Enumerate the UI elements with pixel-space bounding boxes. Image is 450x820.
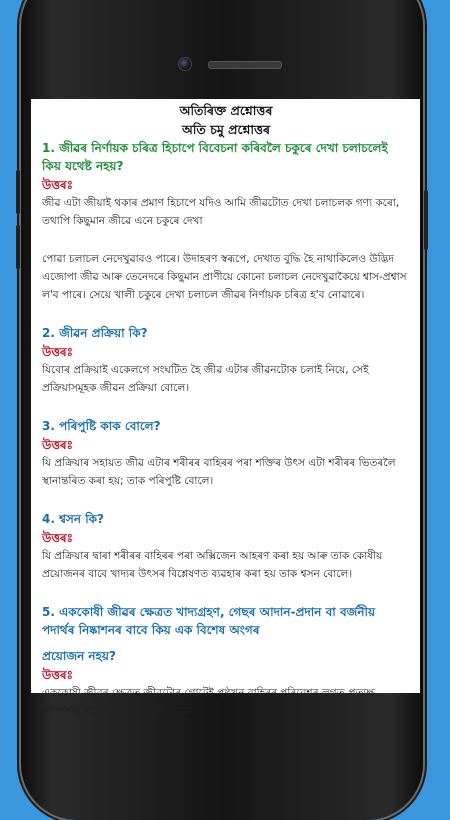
volume-button <box>16 225 20 269</box>
volume-button <box>16 170 20 214</box>
answer-4: যি প্ৰক্ৰিয়াৰ দ্বাৰা শৰীৰৰ বাহিৰৰ পৰা অক্সিজেন আহৰণ কৰা হয় আৰু তাক কোষীয় প্ৰয়োজনৰ বাবে খাদ্যৰ উৎসৰ বিশ্লেষণত ব্যৱহাৰ কৰা হয় তাক শ্বসন বোলে। <box>42 550 383 580</box>
answer-label-5: উত্তৰঃ <box>42 668 74 682</box>
phone-screen[interactable] <box>31 99 420 717</box>
front-camera-icon <box>178 57 192 71</box>
answer-label-2: উত্তৰঃ <box>42 345 74 359</box>
question-3: 3. পৰিপুষ্টি কাক বোলে? <box>42 419 161 433</box>
question-2: 2. জীৱন প্ৰক্ৰিয়া কি? <box>42 326 148 340</box>
answer-label-3: উত্তৰঃ <box>42 438 74 452</box>
answer-1-part1: জীৱ এটা জীয়াই থকাৰ প্ৰমাণ হিচাপে যদিও আমি জীৱটোত দেখা চলাচলক গণ্য কৰো, তথাপি কিছুমান জীৱে এনে চকুৰে দেখা <box>42 197 400 227</box>
question-5-cont: প্ৰয়োজন নহয়? <box>42 649 116 663</box>
answer-5: এককোষী জীৱৰ ক্ষেত্ৰত জীৱটোৰ গোটেই পৃষ্ঠখন বাহিৰৰ পৰিবেশৰ লগত প্ৰত্যক্ষ সংস্পৰ্শত থাকে। সেয়েহে এনে জীৱৰ <box>42 687 376 717</box>
answer-1-part2: পোৱা চলাচল নেদেখুৱাবও পাৰে। উদাহৰণ স্বৰূপে, দেখাত বুদ্ধি হৈ নাথাকিলেও উদ্ভিদ এজোপা জীৱ আৰু তেনেদৰে কিছুমান প্ৰাণীয়ে কোনো চলাচল নেদেখুৱাকৈয়ে শ্বাস-প্ৰশ্বাস ল'ব পাৰে। সেয়ে খালী চকুৰে দেখা চলাচল জীৱৰ নিৰ্ণায়ক চৰিত্ৰ হ'ব নোৱাৰে। <box>42 253 407 301</box>
answer-label-4: উত্তৰঃ <box>42 531 74 545</box>
question-4: 4. শ্বসন কি? <box>42 512 104 526</box>
answer-label-1: উত্তৰঃ <box>42 178 74 192</box>
answer-3: যি প্ৰক্ৰিয়াৰ সহায়ত জীৱ এটাৰ শৰীৰৰ বাহিৰৰ পৰা শক্তিৰ উৎস এটা শৰীৰৰ ভিতৰলৈ স্থানান্তৰিত কৰা হয়; তাক পৰিপুষ্টি বোলে। <box>42 457 396 487</box>
qa-content[interactable] <box>31 99 420 720</box>
question-1: 1. জীৱৰ নিৰ্ণায়ক চৰিত্ৰ হিচাপে বিবেচনা কৰিবলৈ চকুৰে দেখা চলাচলেই কিয় যথেষ্ট নহয়? <box>42 141 388 173</box>
page-title: অতিৰিক্ত প্ৰশ্নোত্তৰ <box>179 103 273 118</box>
question-5: 5. এককোষী জীৱৰ ক্ষেত্ৰত খাদ্যগ্ৰহণ, গেছৰ আদান-প্ৰদান বা বৰ্জনীয় পদাৰ্থৰ নিষ্কাশনৰ বাবে কিয় এক বিশেষ অংগৰ <box>42 605 376 637</box>
power-button <box>424 190 428 250</box>
answer-2: যিবোৰ প্ৰক্ৰিয়াই একেলগে সংঘটিত হৈ জীৱ এটাৰ জীৱনটোক চলাই নিয়ে, সেই প্ৰক্ৰিয়াসমূহক জীৱন প্ৰক্ৰিয়া বোলে। <box>42 364 369 394</box>
page-subtitle: অতি চমু প্ৰশ্নোত্তৰ <box>182 122 270 137</box>
earpiece <box>208 61 282 69</box>
